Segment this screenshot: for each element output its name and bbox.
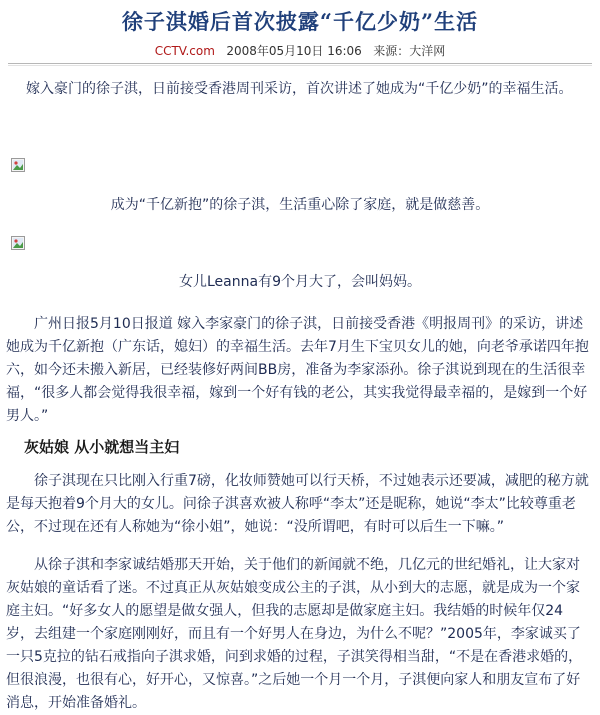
body-paragraph: 从徐子淇和李家诚结婚那天开始，关于他们的新闻就不绝，几亿元的世纪婚礼，让大家对灰姑娘的童话看了迷。不过真正从灰姑娘变成公主的子淇，从小到大的志愿，就是成为一个家庭主妇。“好多女人的愿望是做女强人，但我的志愿却是做家庭主妇。我结婚的时候年仅24岁，去组建一个家庭刚刚好，而且有一个好男人在身边，为什么不呢？”2005年，李家诚买了一只5克拉的钻石戒指向子淇求婚，问到求婚的过程，子淇笑得相当甜，“不是在香港求婚的，但很浪漫，也很有心，好开心，又惊喜。”之后她一个月一个月，子淇便向家人和朋友宣布了好消息，开始准备婚礼。	[6, 557, 583, 711]
body-paragraph: 徐子淇现在只比刚入行重7磅，化妆师赞她可以行天桥，不过她表示还要减，减肥的秘方就是每天抱着9个月大的女儿。问徐子淇喜欢被人称呼“李太”还是昵称，她说“李太”比较尊重老公，不过现在还有人称她为“徐小姐”，她说：“没所谓吧，有时可以后生一下嘛。”	[6, 473, 589, 535]
lead-paragraph: 嫁入豪门的徐子淇，日前接受香港周刊采访，首次讲述了她成为“千亿少奶”的幸福生活。	[26, 81, 573, 97]
header-divider	[8, 63, 592, 66]
broken-image-icon	[11, 158, 25, 172]
broken-image-icon	[11, 236, 25, 250]
article-title: 徐子淇婚后首次披露“千亿少奶”生活	[121, 9, 479, 34]
photo-caption-2: 女儿Leanna有9个月大了，会叫妈妈。	[179, 274, 421, 290]
source-name: 大洋网	[409, 44, 446, 58]
publish-date: 2008年05月10日 16:06	[226, 44, 362, 58]
article-meta	[0, 42, 600, 59]
section-heading: 灰姑娘 从小就想当主妇	[24, 438, 180, 456]
photo-caption-1: 成为“千亿新抱”的徐子淇，生活重心除了家庭，就是做慈善。	[110, 197, 490, 213]
body-paragraph: 广州日报5月10日报道 嫁入李家豪门的徐子淇，日前接受香港《明报周刊》的采访，讲述她成为千亿新抱（广东话，媳妇）的幸福生活。去年7月生下宝贝女儿的她，向老爷承诺四年抱六，如今还未搬入新居，已经装修好两间BB房，准备为李家添孙。徐子淇说到现在的生活很幸福，“很多人都会觉得我很幸福，嫁到一个好有钱的老公，其实我觉得最幸福的，是嫁到一个好男人。”	[6, 316, 589, 424]
source-label: 来源：	[373, 44, 410, 58]
source-site[interactable]: CCTV.com	[154, 44, 215, 58]
